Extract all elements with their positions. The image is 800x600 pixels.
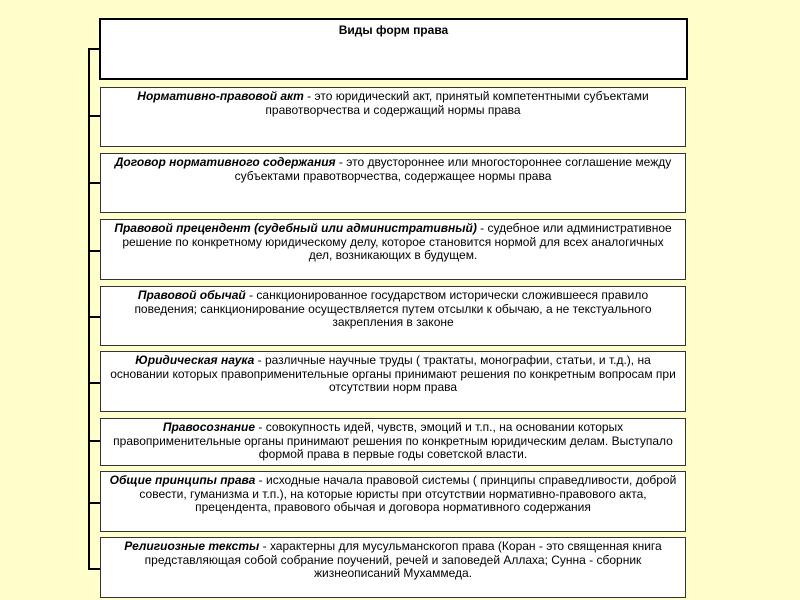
item-term: Нормативно-правовой акт	[137, 89, 304, 103]
connector-item-4	[88, 316, 100, 318]
form-box-general-principles	[100, 471, 686, 532]
item-desc: - различные научные труды ( трактаты, монографии, статьи, и т.д.), на основании которых правоприменительные органы принимают решения по конкретным вопросам при отсутствии норм права	[110, 353, 676, 394]
item-desc: - это двустороннее или многостороннее соглашение между субъектами правотворчества, содержащее нормы права	[234, 155, 672, 183]
item-term: Правовой прецендент (судебный или административный)	[114, 221, 477, 235]
item-term: Правосознание	[162, 420, 256, 434]
connector-item-1	[88, 115, 100, 117]
connector-item-3	[88, 250, 100, 252]
item-desc: - характерны для мусульманскогоп права (Коран - это священная книга представляющая собой собрание поучений, речей и заповедей Аллаха; Сунна - сборник жизнеописаний Мухаммеда.	[144, 539, 662, 580]
item-desc: - это юридический акт, принятый компетентными субъектами правотворчества и содержащий нормы права	[265, 89, 649, 117]
form-box-normative-act	[100, 87, 686, 147]
form-box-legal-precedent	[100, 219, 686, 280]
item-term: Общие принципы права	[109, 473, 256, 487]
connector-item-6	[88, 440, 100, 442]
diagram-title-box	[99, 18, 688, 80]
diagram-title: Виды форм права	[338, 23, 449, 37]
form-box-legal-science	[100, 351, 686, 412]
item-term: Договор нормативного содержания	[114, 155, 336, 169]
connector-item-7	[88, 502, 100, 504]
item-term: Правовой обычай	[137, 288, 246, 302]
form-box-normative-contract	[100, 153, 686, 213]
item-desc: - санкционированное государством исторически сложившееся правило поведения; санкционирование осуществляется путем отсылки к обычаю, а не текстуального закрепления в законе	[134, 288, 652, 329]
item-term: Религиозные тексты	[124, 539, 260, 553]
form-box-legal-custom	[100, 286, 686, 346]
connector-item-5	[88, 382, 100, 384]
item-desc: - исходные начала правовой системы ( принципы справедливости, доброй совести, гуманизма и т.п.), на которые юристы при отсутствии нормативно-правового акта, прецендента, правового обычая и договора нормативного содержания	[139, 473, 677, 514]
connector-item-8	[88, 568, 100, 570]
form-box-religious-texts	[100, 537, 686, 598]
connector-vertical-line	[88, 48, 90, 570]
item-desc: - совокупность идей, чувств, эмоций и т.п., на основании которых правоприменительные органы принимают решения по конкретным юридическим делам. Выступало формой права в первые годы советской власти.	[113, 420, 673, 461]
form-box-legal-consciousness	[100, 418, 686, 466]
connector-item-2	[88, 182, 100, 184]
item-term: Юридическая наука	[135, 353, 255, 367]
item-desc: - судебное или административное решение по конкретному юридическому делу, которое становится нормой для всех аналогичных дел, возникающих в будущем.	[122, 221, 672, 262]
